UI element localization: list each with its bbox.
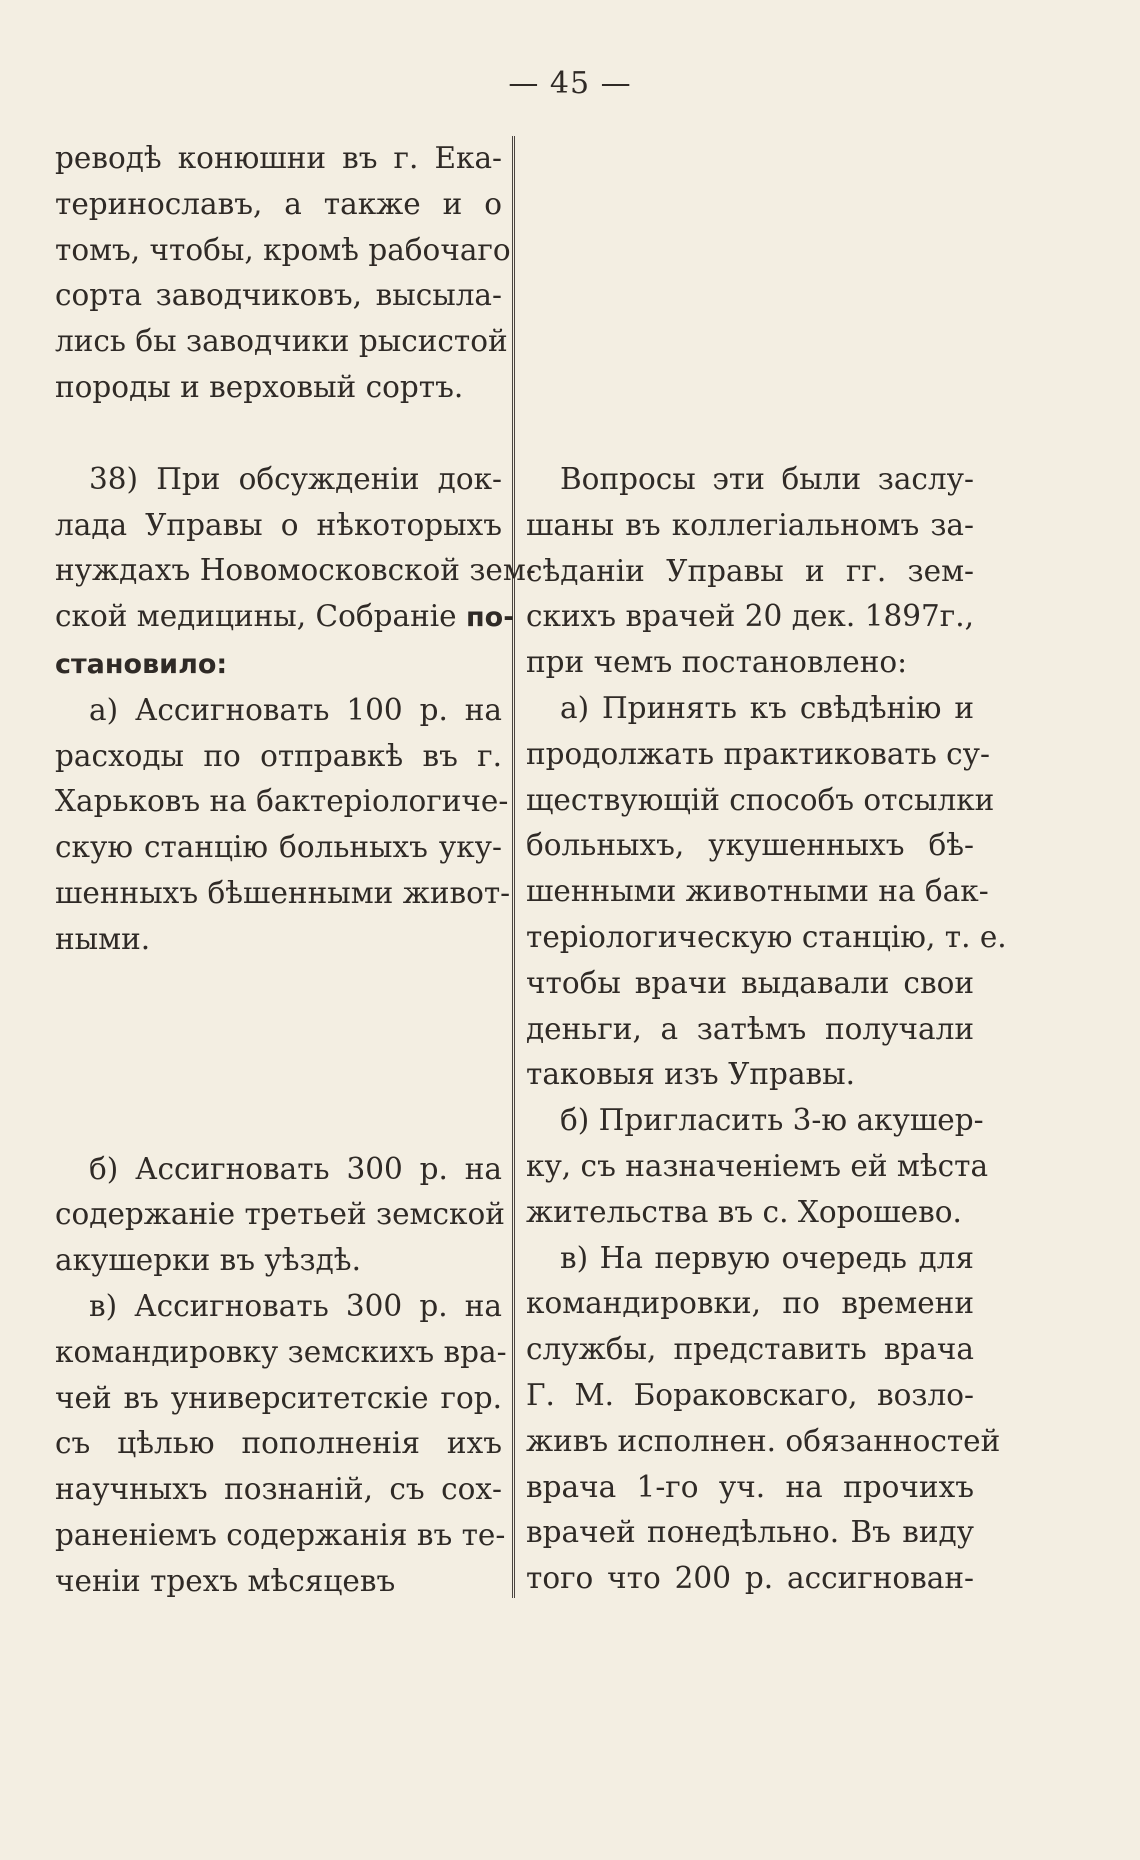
text-line: акушерки въ уѣздѣ. xyxy=(55,1243,361,1278)
text-line: чей въ университетскіе гор. xyxy=(55,1380,502,1415)
text-line: ными. xyxy=(55,921,151,956)
text-line: шенныхъ бѣшенными живот- xyxy=(55,875,511,910)
text-line: Харьковъ на бактеріологиче- xyxy=(55,784,509,819)
text-line: службы, представить врача xyxy=(526,1332,974,1367)
text-line: породы и верховый сортъ. xyxy=(55,369,464,404)
text-line: раненіемъ содержанія въ те- xyxy=(55,1517,506,1552)
left-column xyxy=(55,136,536,1605)
text-line: а) Ассигновать 100 р. на xyxy=(89,692,502,727)
text-line: сорта заводчиковъ, высыла- xyxy=(55,278,502,313)
bold-text: становило: xyxy=(55,648,228,680)
text-line: врачей понедѣльно. Въ виду xyxy=(526,1515,974,1550)
text-line: нуждахъ Новомосковской зем- xyxy=(55,553,536,588)
text-line: таковыя изъ Управы. xyxy=(526,1057,855,1092)
text-line: томъ, чтобы, кромѣ рабочаго xyxy=(55,232,511,267)
text-line: больныхъ, укушенныхъ бѣ- xyxy=(526,828,974,863)
text-line: того что 200 р. ассигнован- xyxy=(526,1561,974,1596)
text-line: Г. М. Бораковскаго, возло- xyxy=(526,1377,974,1412)
text-line: в) На первую очередь для xyxy=(560,1240,974,1275)
text-line: 38) При обсужденіи док- xyxy=(89,461,502,496)
text-fragment: ской медицины, Собраніе xyxy=(55,599,467,634)
text-line: скихъ врачей 20 дек. 1897г., xyxy=(526,599,974,634)
text-line: а) Принять къ свѣдѣнію и xyxy=(560,690,974,725)
text-line xyxy=(55,594,515,641)
text-line: при чемъ постановлено: xyxy=(526,645,908,680)
text-line: сѣданіи Управы и гг. зем- xyxy=(526,553,974,588)
text-line: жительства въ с. Хорошево. xyxy=(526,1194,962,1229)
text-line: продолжать практиковать су- xyxy=(526,736,991,771)
page-number: — 45 — xyxy=(508,66,632,101)
text-line: шаны въ коллегіальномъ за- xyxy=(526,507,974,542)
text-line: научныхъ познаній, съ сох- xyxy=(55,1472,502,1507)
text-line: лись бы заводчики рысистой xyxy=(55,324,508,359)
text-line: в) Ассигновать 300 р. на xyxy=(89,1288,502,1323)
text-line: ществующій способъ отсылки xyxy=(526,782,995,817)
text-line: теринославъ, а также и о xyxy=(55,186,502,221)
text-line: скую станцію больныхъ уку- xyxy=(55,830,502,865)
text-line: ку, съ назначеніемъ ей мѣста xyxy=(526,1148,989,1183)
bold-text: по- xyxy=(466,602,515,634)
column-divider xyxy=(512,136,515,1598)
text-line: реводѣ конюшни въ г. Ека- xyxy=(55,141,502,175)
text-line: теріологическую станцію, т. е. xyxy=(526,919,1007,954)
text-line: врача 1-го уч. на прочихъ xyxy=(526,1469,974,1504)
text-line: чтобы врачи выдавали свои xyxy=(526,965,974,1000)
text-line: живъ исполнен. обязанностей xyxy=(526,1423,1001,1458)
text-line: ченіи трехъ мѣсяцевъ xyxy=(55,1563,396,1598)
text-line: Вопросы эти были заслу- xyxy=(560,462,974,496)
text-line: командировку земскихъ вра- xyxy=(55,1334,507,1369)
text-line: лада Управы о нѣкоторыхъ xyxy=(55,507,502,542)
text-line: командировки, по времени xyxy=(526,1286,974,1321)
text-line: шенными животными на бак- xyxy=(526,874,989,909)
text-line: деньги, а затѣмъ получали xyxy=(526,1011,974,1046)
text-line: содержаніе третьей земской xyxy=(55,1197,505,1232)
text-line: б) Пригласить 3-ю акушер- xyxy=(560,1103,984,1138)
text-line: б) Ассигновать 300 р. на xyxy=(89,1151,502,1186)
text-line: расходы по отправкѣ въ г. xyxy=(55,738,502,773)
right-column xyxy=(526,136,1007,1602)
text-line: съ цѣлью пополненія ихъ xyxy=(55,1426,502,1461)
text-line xyxy=(55,641,502,688)
